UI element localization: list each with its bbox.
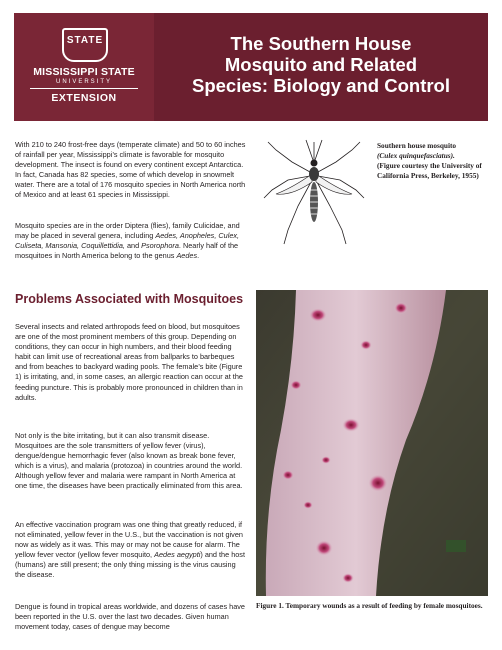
intro-paragraph-1: With 210 to 240 frost-free days (temperate climate) and 50 to 60 inches of rainfall per year, Mississippi’s climate is favorable for mosquito development. The insect is found on every continent except Antarctica. In fact, Canada has 82 species, some of which develop in snowmelt water. There are a total of 176 mosquito species in North America north of Mexico and at least 61 species in Mississippi. [15, 140, 246, 200]
bite-wounds-photo [256, 290, 488, 596]
problems-paragraph-1: Several insects and related arthropods feed on blood, but mosquitoes are one of the most prominent members of this group. Depending on conditions, they can occur in high numbers, and their blood feeding habit can limit use of recreational areas from ballparks to barbeques and from beaches to backyard wading pools. The female’s bite (Figure 1) is irritating, and, in some cases, an allergic reaction can occur at the feeding puncture. This is probably more pronounced in children than in adults. [15, 322, 243, 402]
text-run: . Nearly half of the mosquitoes in North America belong to the genus [15, 241, 239, 261]
text-run: An effective vaccination program was one thing that greatly reduced, if not eliminated, yellow fever in the U.S., but the vaccination is not given now as widely as it was. This may or may not be cause for alarm. The yellow fever vector (yellow fever mosquito, [15, 520, 243, 560]
logo-state-text: STATE [66, 35, 104, 46]
section-heading-problems: Problems Associated with Mosquitoes [15, 292, 244, 306]
genera-list: Aedes, Anopheles, Culex, Culiseta, Mansonia, Coquillettidia, [15, 231, 240, 251]
text-run: Mosquito species are in the order Diptera (flies), family Culicidae, and may be placed in several genera, including [15, 221, 240, 241]
genus-name: Aedes [176, 251, 198, 261]
intro-paragraph-2 [15, 221, 247, 261]
logo-divider [30, 88, 138, 89]
caption-species: (Culex quinquefasciatus). [377, 151, 455, 160]
problems-paragraph-3 [15, 520, 247, 581]
title-line: Species: Biology and Control [192, 75, 450, 96]
genus-name: Psorophora [141, 241, 179, 251]
title-line: Mosquito and Related [224, 54, 418, 75]
species-name: Aedes aegypti [154, 550, 201, 560]
mosquito-illustration [262, 132, 366, 262]
text-run: and [124, 241, 142, 251]
problems-paragraph-2: Not only is the bite irritating, but it can also transmit disease. Mosquitoes are the sole transmitters of yellow fever (virus), dengue/dengue hemorrhagic fever (also known as break bone fever, which is a virus), and malaria (protozoa) in countries around the world. Although yellow fever and malaria were rampant in North America at one time, the diseases have been practically eliminated from this area. [15, 431, 243, 491]
caption-credit: (Figure courtesy the University of California Press, Berkeley, 1955) [377, 161, 482, 180]
text-run: ) and the host (humans) are still present; the only thing missing is the virus causing the disease. [15, 550, 245, 580]
logo-university-text: UNIVERSITY [55, 79, 112, 85]
document-title [160, 33, 482, 96]
text-run: . [197, 251, 200, 261]
problems-paragraph-4: Dengue is found in tropical areas worldwide, and dozens of cases have been reported in the U.S. over the last two decades. Given human movement today, cases of dengue may become [15, 602, 245, 632]
logo-mississippi-state-text: MISSISSIPPI STATE [33, 66, 135, 78]
title-line: The Southern House [230, 33, 412, 54]
photo-caption: Figure 1. Temporary wounds as a result of feeding by female mosquitoes. [256, 601, 483, 610]
caption-title: Southern house mosquito [377, 141, 457, 150]
logo-extension-text: EXTENSION [51, 92, 117, 104]
mosquito-caption [377, 141, 490, 181]
